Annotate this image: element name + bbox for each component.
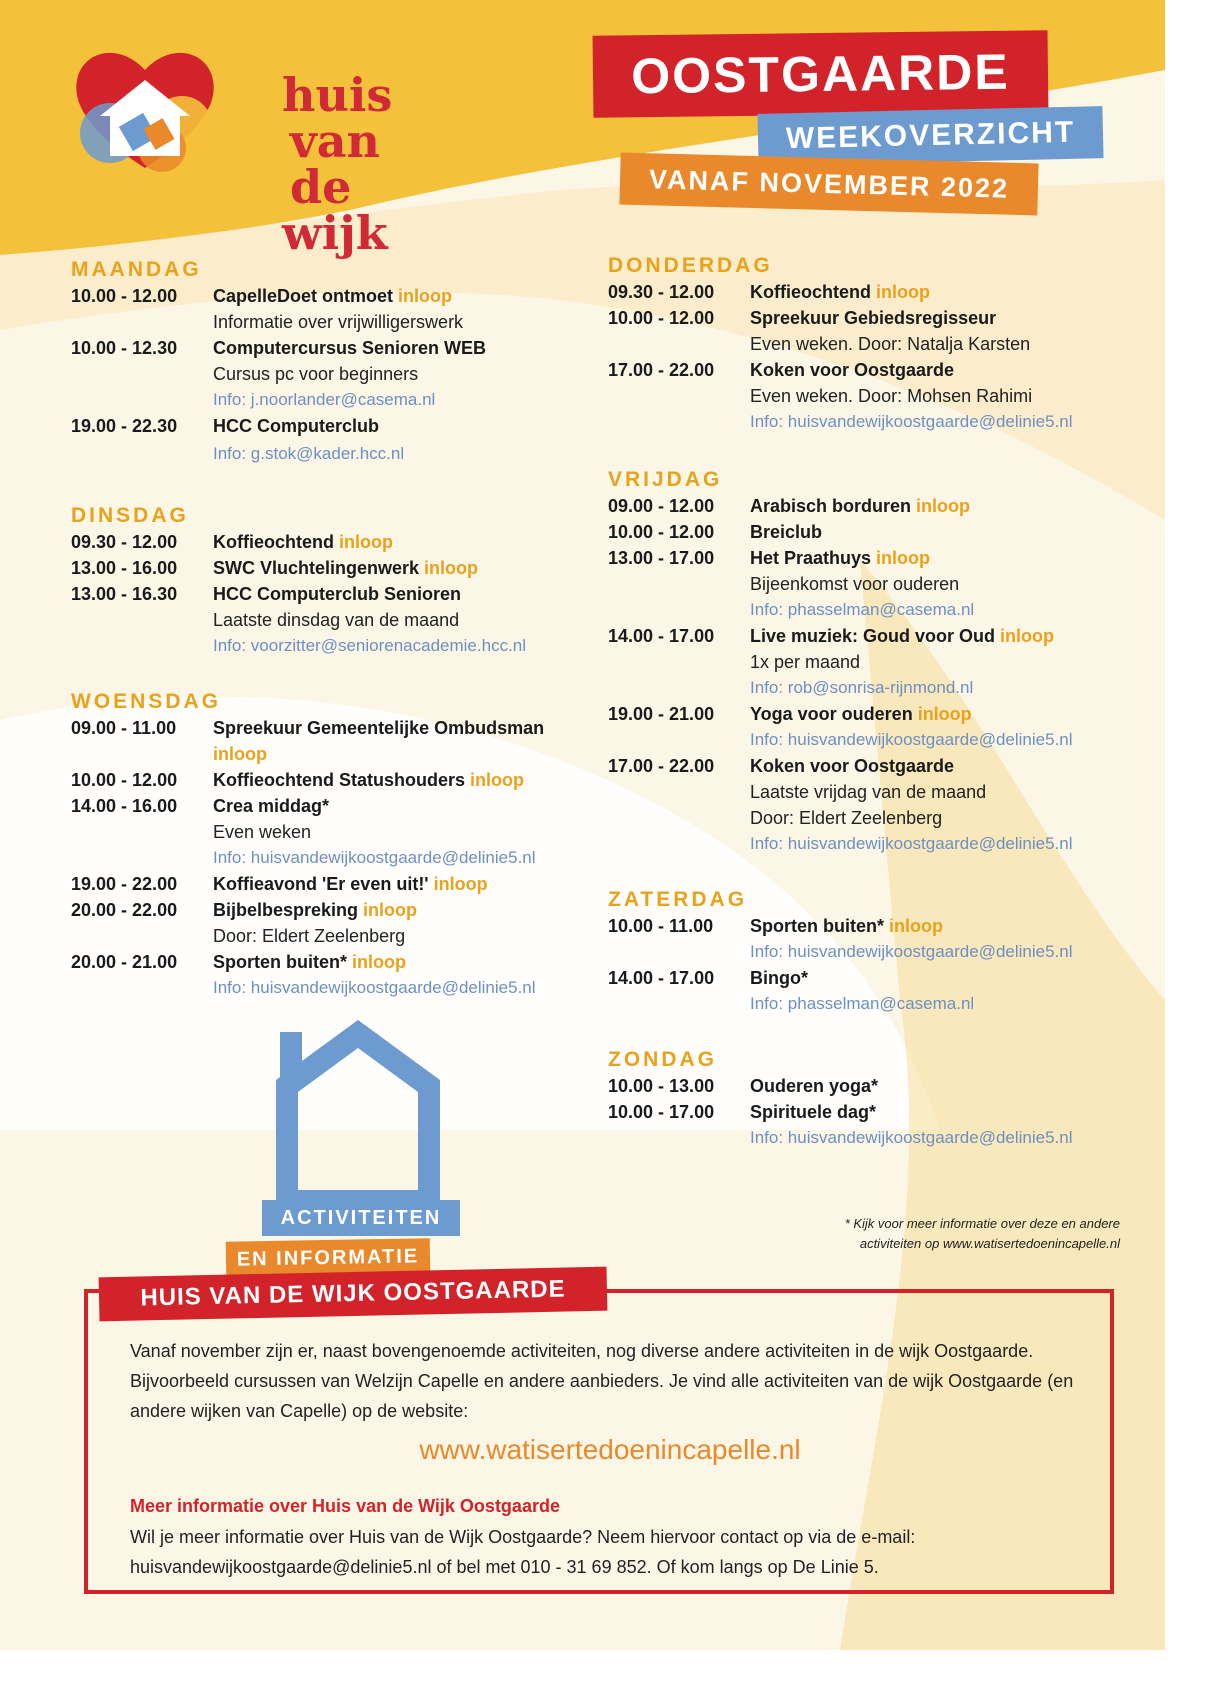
activity-row: 20.00 - 21.00 Sporten buiten* inloop: [71, 949, 591, 975]
day-heading-vrijdag: VRIJDAG: [608, 468, 723, 491]
activity-row: 09.00 - 11.00 Spreekuur Gemeentelijke Ombudsman: [71, 718, 545, 738]
activity-detail: 1x per maand: [750, 652, 861, 672]
logo-wordmark: [282, 68, 393, 260]
schedule-left-column: [71, 257, 591, 1001]
activity-detail: Door: Eldert Zeelenberg: [213, 926, 406, 946]
inloop-tag: inloop: [352, 952, 406, 972]
activity-info: Info: huisvandewijkoostgaarde@delinie5.nl: [213, 848, 536, 867]
footnote: * Kijk voor meer informatie over deze en andere activiteiten op www.watisertedoenincapelle.nl: [844, 1216, 1120, 1251]
inloop-tag: inloop: [398, 286, 453, 306]
activity-row: 10.00 - 13.00 Ouderen yoga*: [608, 1076, 879, 1096]
activity-detail: Even weken. Door: Mohsen Rahimi: [750, 386, 1033, 406]
day-heading-woensdag: WOENSDAG: [71, 690, 221, 713]
inloop-tag: inloop: [876, 548, 931, 568]
activity-detail: Door: Eldert Zeelenberg: [750, 808, 943, 828]
subtitle-banner: WEEKOVERZICHT: [757, 106, 1103, 166]
activity-detail: Even weken. Door: Natalja Karsten: [750, 334, 1031, 354]
info-box-title: HUIS VAN DE WIJK OOSTGAARDE: [99, 1267, 608, 1322]
date-banner: VANAF NOVEMBER 2022: [619, 153, 1038, 216]
inloop-tag: inloop: [1000, 626, 1055, 646]
informatie-badge: EN INFORMATIE: [226, 1238, 431, 1278]
activity-row: 10.00 - 12.00 Koffieochtend Statushouders inloop: [71, 767, 591, 793]
activity-info: Info: rob@sonrisa-rijnmond.nl: [750, 678, 974, 697]
website-link[interactable]: www.watisertedoenincapelle.nl: [419, 1434, 801, 1465]
activity-detail: Laatste vrijdag van de maand: [750, 782, 987, 802]
activity-row: 13.00 - 16.30 HCC Computerclub Senioren: [71, 584, 462, 604]
more-info-text: Wil je meer informatie over Huis van de Wijk Oostgaarde? Neem hiervoor contact op via de e-mail: huisvandewijkoostgaarde@delinie5.nl of bel met 010 - 31 69 852. Of kom langs op De Linie 5.: [130, 1527, 916, 1577]
heart-house-icon: [70, 38, 220, 178]
inloop-tag: inloop: [213, 744, 267, 764]
activity-row: 10.00 - 12.30 Computercursus Senioren WEB: [71, 338, 487, 358]
inloop-tag: inloop: [363, 900, 418, 920]
activity-detail: Laatste dinsdag van de maand: [213, 610, 460, 630]
activity-detail: Informatie over vrijwilligerswerk: [213, 312, 464, 332]
activity-row: 10.00 - 12.00 Breiclub: [608, 522, 823, 542]
logo-line-2: van de: [290, 114, 380, 214]
activity-row: 09.30 - 12.00 Koffieochtend inloop: [71, 529, 591, 555]
activity-info: Info: g.stok@kader.hcc.nl: [213, 444, 405, 463]
activity-detail: Cursus pc voor beginners: [213, 364, 419, 384]
activity-info: Info: phasselman@casema.nl: [750, 994, 975, 1013]
activity-row: 19.00 - 22.30 HCC Computerclub: [71, 416, 379, 436]
activity-detail: Bijeenkomst voor ouderen: [750, 574, 960, 594]
more-info-heading: Meer informatie over Huis van de Wijk Oostgaarde: [130, 1496, 560, 1516]
activity-info: Info: huisvandewijkoostgaarde@delinie5.nl: [750, 834, 1073, 853]
day-heading-dinsdag: DINSDAG: [71, 504, 189, 527]
info-box-text: Vanaf november zijn er, naast bovengenoemde activiteiten, nog diverse andere activiteiten in de wijk Oostgaarde. Bijvoorbeeld cursussen van Welzijn Capelle en andere aanbieders. Je vind alle activiteiten van de wijk Oostgaarde (en andere wijken van Capelle) op de website:: [130, 1341, 1074, 1421]
activity-row: 17.00 - 22.00 Koken voor Oostgaarde: [608, 756, 955, 776]
activity-row: 10.00 - 17.00 Spirituele dag*: [608, 1102, 877, 1122]
activity-info: Info: huisvandewijkoostgaarde@delinie5.nl: [750, 942, 1073, 961]
day-heading-maandag: MAANDAG: [71, 258, 202, 281]
logo-line-1: huis: [282, 68, 393, 122]
title-banner: OOSTGAARDE: [593, 30, 1049, 118]
activity-info: Info: huisvandewijkoostgaarde@delinie5.nl: [750, 412, 1073, 431]
logo-line-3: wijk: [282, 206, 388, 260]
inloop-tag: inloop: [470, 770, 524, 790]
day-heading-zaterdag: ZATERDAG: [608, 888, 748, 911]
day-heading-donderdag: DONDERDAG: [608, 254, 773, 277]
activity-row: 13.00 - 16.00 SWC Vluchtelingenwerk inloop: [71, 555, 591, 581]
activity-row: 20.00 - 22.00 Bijbelbespreking inloop: [71, 897, 591, 923]
activity-row: 10.00 - 11.00 Sporten buiten* inloop: [608, 913, 1148, 939]
inloop-tag: inloop: [916, 496, 971, 516]
activity-row: 10.00 - 12.00 Spreekuur Gebiedsregisseur: [608, 308, 997, 328]
inloop-tag: inloop: [339, 532, 393, 552]
inloop-tag: inloop: [424, 558, 479, 578]
inloop-tag: inloop: [876, 282, 930, 302]
inloop-tag: inloop: [433, 874, 488, 894]
activity-info: Info: phasselman@casema.nl: [750, 600, 975, 619]
activity-info: Info: huisvandewijkoostgaarde@delinie5.nl: [750, 1128, 1073, 1147]
activity-row: 14.00 - 17.00 Live muziek: Goud voor Oud inloop: [608, 623, 1148, 649]
activity-row: 14.00 - 16.00 Crea middag*: [71, 796, 330, 816]
activity-row: 17.00 - 22.00 Koken voor Oostgaarde: [608, 360, 955, 380]
huis-van-de-wijk-logo: [70, 38, 393, 260]
activity-row: 19.00 - 22.00 Koffieavond 'Er even uit!' inloop: [71, 871, 591, 897]
activity-info: Info: j.noorlander@casema.nl: [213, 390, 436, 409]
activity-info: Info: voorzitter@seniorenacademie.hcc.nl: [213, 636, 527, 655]
activity-row: 19.00 - 21.00 Yoga voor ouderen inloop: [608, 701, 1148, 727]
activity-row: 13.00 - 17.00 Het Praathuys inloop: [608, 545, 1148, 571]
activity-row: 10.00 - 12.00 CapelleDoet ontmoet inloop: [71, 283, 591, 309]
inloop-tag: inloop: [917, 704, 972, 724]
activity-row: 14.00 - 17.00 Bingo*: [608, 968, 808, 988]
activity-detail: Even weken: [213, 822, 312, 842]
inloop-tag: inloop: [889, 916, 943, 936]
house-outline-icon: [258, 1020, 458, 1220]
activity-info: Info: huisvandewijkoostgaarde@delinie5.nl: [213, 978, 536, 997]
activity-row: 09.30 - 12.00 Koffieochtend inloop: [608, 279, 1148, 305]
day-heading-zondag: ZONDAG: [608, 1048, 717, 1071]
activity-row: 09.00 - 12.00 Arabisch borduren inloop: [608, 493, 1148, 519]
activiteiten-badge: ACTIVITEITEN: [262, 1200, 460, 1236]
schedule-right-column: [608, 253, 1148, 1151]
activity-info: Info: huisvandewijkoostgaarde@delinie5.nl: [750, 730, 1073, 749]
